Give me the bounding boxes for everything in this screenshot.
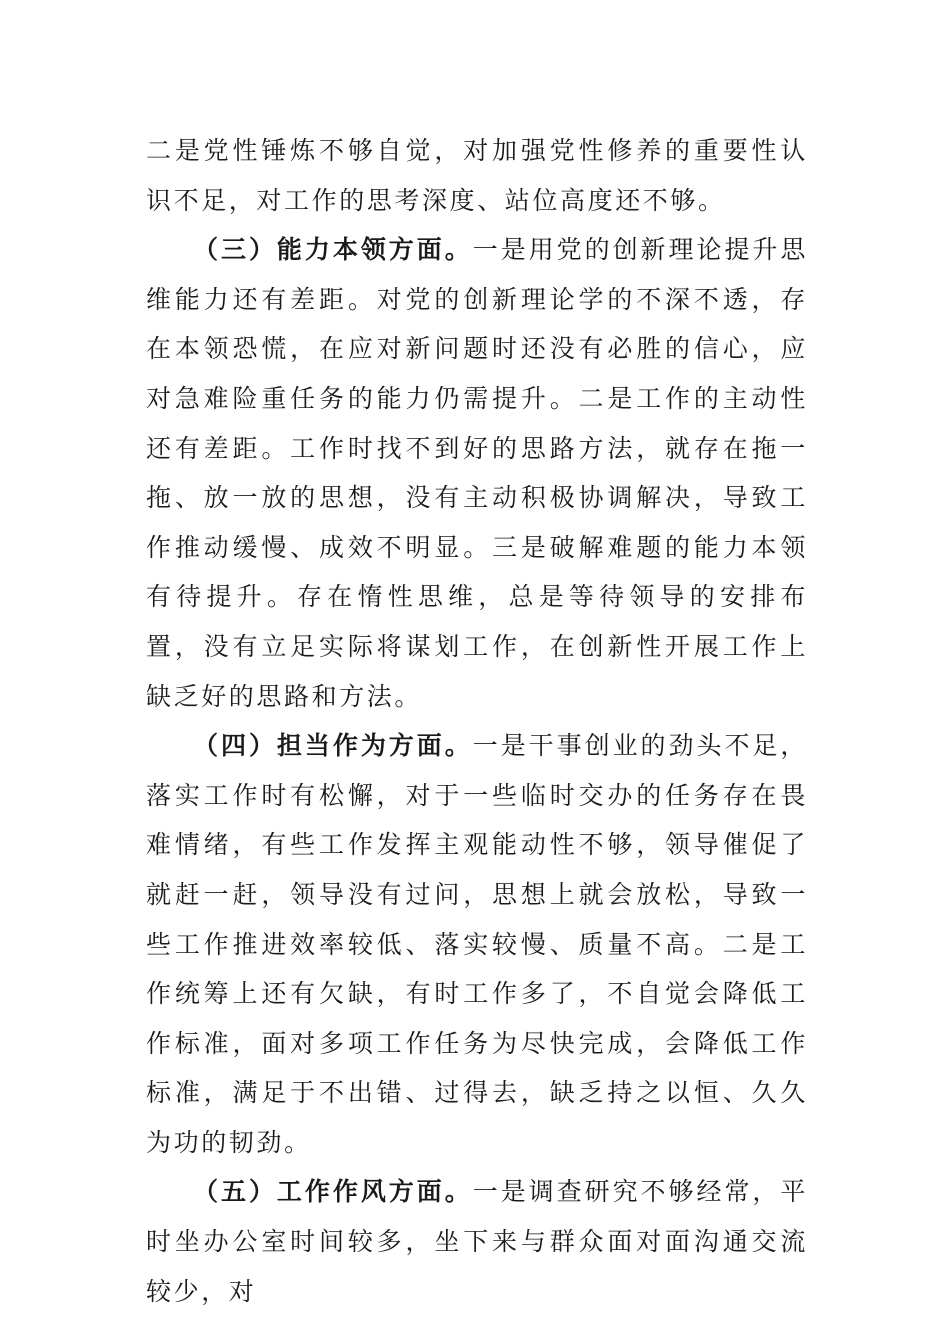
section-heading-work-style: （五）工作作风方面。: [193, 1177, 473, 1207]
section-heading-ability: （三）能力本领方面。: [193, 235, 473, 265]
paragraph-text: 一是用党的创新理论提升思维能力还有差距。对党的创新理论学的不深不透，存在本领恐慌，在应对新问题时还没有必胜的信心，应对急难险重任务的能力仍需提升。二是工作的主动性还有差距。工作时找不到好的思路方法，就存在拖一拖、放一放的思想，没有主动积极协调解决，导致工作推动缓慢、成效不明显。三是破解难题的能力本领有待提升。存在惰性思维，总是等待领导的安排布置，没有立足实际将谋划工作，在创新性开展工作上缺乏好的思路和方法。: [146, 235, 808, 711]
paragraph-ability: [146, 225, 808, 721]
paragraph-work-style: [146, 1167, 808, 1316]
paragraph-party-spirit: [146, 126, 808, 225]
paragraph-text: 一是调查研究不够经常，平时坐办公室时间较多，坐下来与群众面对面沟通交流较少，对: [146, 1177, 808, 1306]
paragraph-responsibility: [146, 721, 808, 1167]
paragraph-text: 一是干事创业的劲头不足，落实工作时有松懈，对于一些临时交办的任务存在畏难情绪，有些工作发挥主观能动性不够，领导催促了就赶一赶，领导没有过问，思想上就会放松，导致一些工作推进效率较低、落实较慢、质量不高。二是工作统筹上还有欠缺，有时工作多了，不自觉会降低工作标准，面对多项工作任务为尽快完成，会降低工作标准，满足于不出错、过得去，缺乏持之以恒、久久为功的韧劲。: [146, 731, 808, 1157]
paragraph-text: 二是党性锤炼不够自觉，对加强党性修养的重要性认识不足，对工作的思考深度、站位高度还不够。: [146, 136, 808, 215]
section-heading-responsibility: （四）担当作为方面。: [193, 731, 473, 761]
document-body: [146, 126, 808, 1316]
